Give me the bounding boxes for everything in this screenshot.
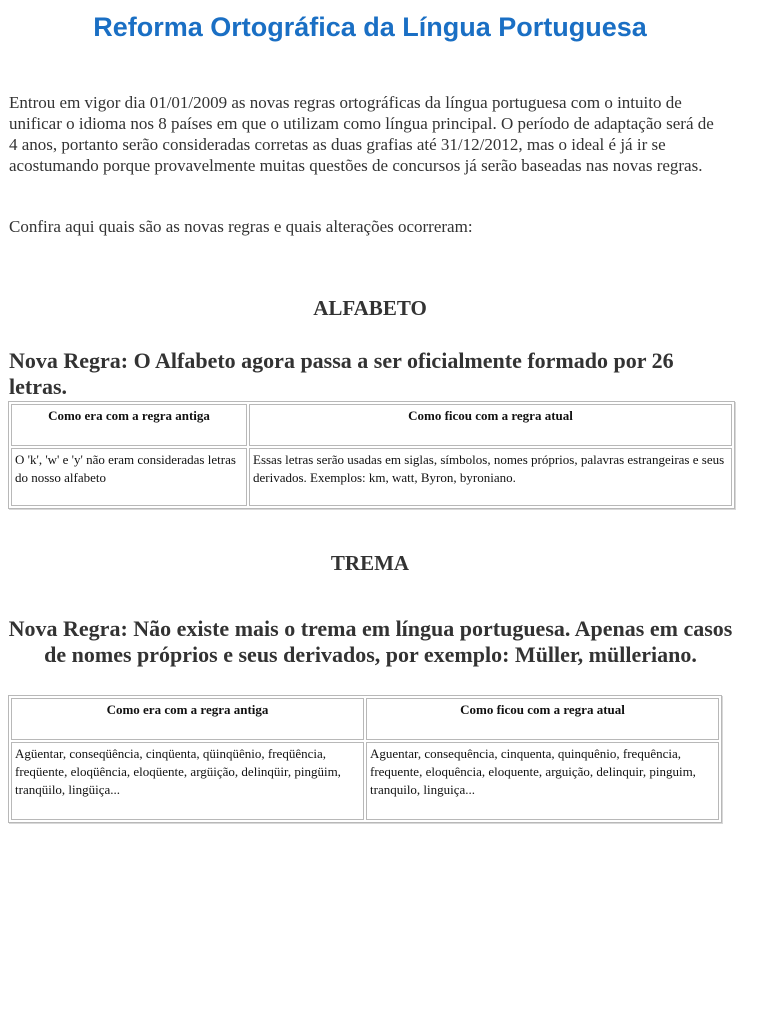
section-heading-alfabeto: ALFABETO	[313, 296, 427, 320]
intro-paragraph: Entrou em vigor dia 01/01/2009 as novas regras ortográficas da língua portuguesa com o intuito de unificar o idioma nos 8 países em que o utilizam como língua principal. O período de adaptação será de 4 anos, portanto serão consideradas corretas as duas grafias até 31/12/2012, mas o ideal é já ir se acostumando porque provavelmente muitas questões de concursos já serão baseadas nas novas regras.	[9, 93, 714, 175]
header-new-rule: Como ficou com a regra atual	[249, 404, 732, 446]
cell-new-rule: Aguentar, consequência, cinquenta, quinquênio, frequência, frequente, eloquência, eloquente, arguição, delinquir, pinguim, tranquilo, linguiça...	[366, 742, 719, 820]
page-title: Reforma Ortográfica da Língua Portuguesa	[93, 12, 647, 42]
table-row	[11, 742, 719, 820]
rule-trema: Nova Regra: Não existe mais o trema em língua portuguesa. Apenas em casos de nomes próprios e seus derivados, por exemplo: Müller, mülleriano.	[8, 616, 733, 667]
header-new-rule: Como ficou com a regra atual	[366, 698, 719, 740]
table-trema	[8, 695, 722, 823]
header-old-rule: Como era com a regra antiga	[11, 698, 364, 740]
cell-old-rule: Agüentar, conseqüência, cinqüenta, qüinqüênio, freqüência, freqüente, eloqüência, eloqüente, argüição, delinqüir, pingüim, tranqüilo, lingüiça...	[11, 742, 364, 820]
header-old-rule: Como era com a regra antiga	[11, 404, 247, 446]
table-row	[11, 448, 732, 506]
table-header-row	[11, 404, 732, 446]
cell-old-rule: O 'k', 'w' e 'y' não eram consideradas letras do nosso alfabeto	[11, 448, 247, 506]
cell-new-rule: Essas letras serão usadas em siglas, símbolos, nomes próprios, palavras estrangeiras e seus derivados. Exemplos: km, watt, Byron, byroniano.	[249, 448, 732, 506]
table-header-row	[11, 698, 719, 740]
confira-paragraph: Confira aqui quais são as novas regras e quais alterações ocorreram:	[9, 217, 473, 236]
rule-alfabeto: Nova Regra: O Alfabeto agora passa a ser oficialmente formado por 26 letras.	[9, 348, 674, 399]
table-alfabeto	[8, 401, 735, 509]
section-heading-trema: TREMA	[330, 551, 410, 575]
